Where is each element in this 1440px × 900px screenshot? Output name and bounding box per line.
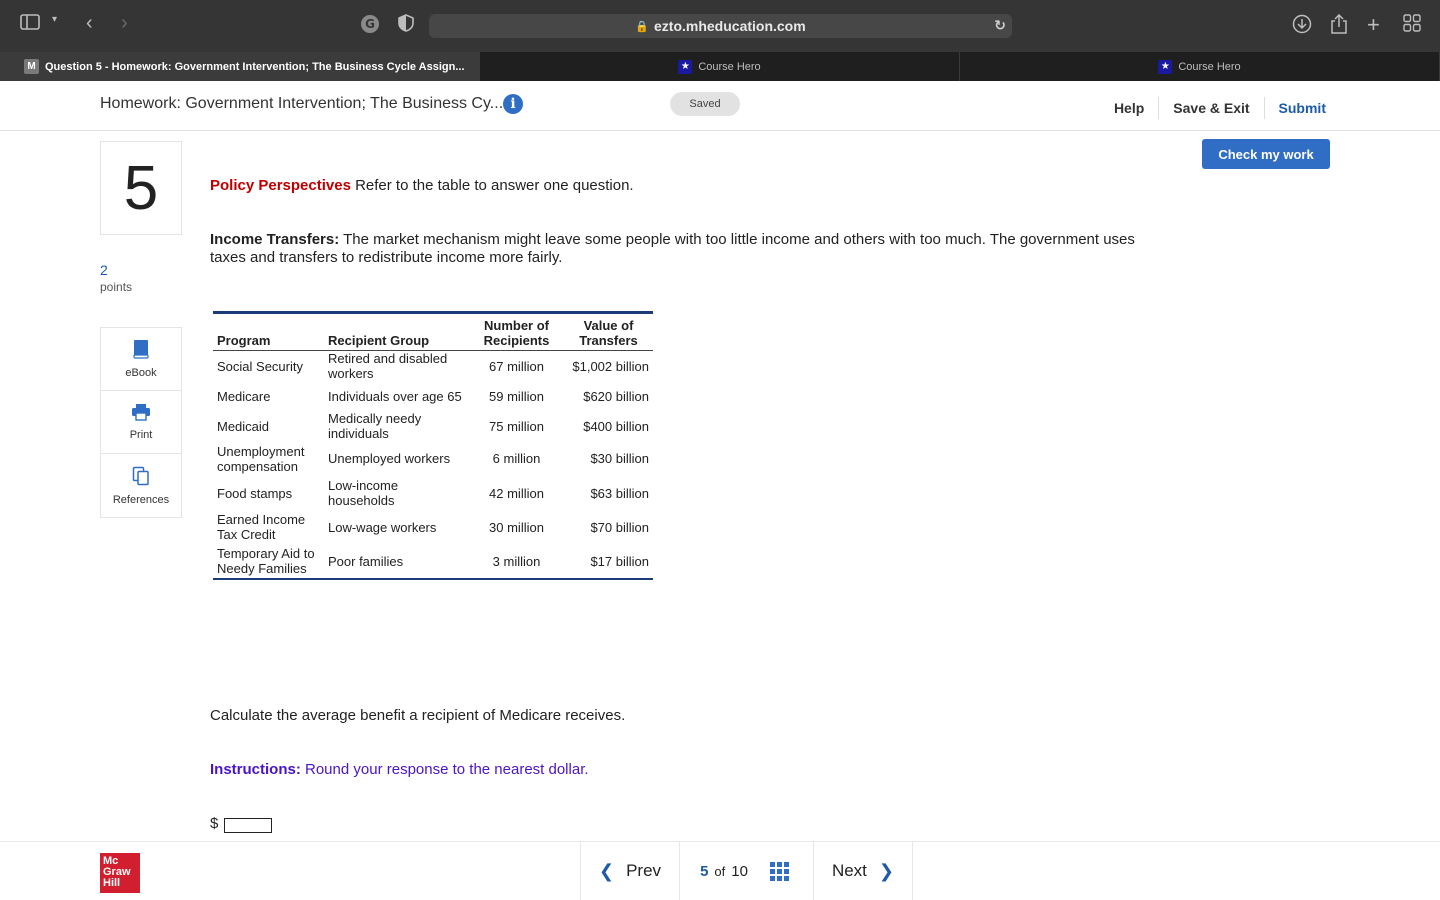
intro-heading: Income Transfers: bbox=[210, 231, 340, 248]
svg-text:G: G bbox=[365, 17, 375, 31]
table-cell: $17 billion bbox=[590, 553, 649, 569]
table-cell: Low-income households bbox=[328, 478, 399, 508]
table-row bbox=[213, 544, 653, 579]
intro-paragraph bbox=[210, 231, 1170, 267]
mcgraw-hill-logo bbox=[100, 853, 140, 893]
prompt-heading: Policy Perspectives bbox=[210, 177, 351, 194]
of-label: of bbox=[714, 863, 726, 879]
shield-icon[interactable] bbox=[398, 14, 414, 32]
table-cell: 6 million bbox=[492, 451, 541, 466]
print-label: Print bbox=[129, 429, 153, 441]
column-header: Program bbox=[213, 313, 324, 351]
table-cell: Medically needy individuals bbox=[328, 411, 422, 441]
table-row bbox=[213, 411, 653, 441]
tab-label: Question 5 - Homework: Government Intervention; The Business Cycle Assign... bbox=[45, 60, 465, 73]
assignment-header bbox=[0, 81, 1440, 131]
address-bar[interactable] bbox=[429, 14, 1012, 38]
table-cell: Poor families bbox=[328, 553, 404, 569]
lock-icon: 🔒 bbox=[635, 20, 649, 33]
income-transfers-table bbox=[213, 311, 653, 580]
saved-badge: Saved bbox=[670, 92, 740, 116]
table-cell: 67 million bbox=[489, 358, 544, 374]
print-button[interactable] bbox=[101, 391, 181, 454]
tab-question-5[interactable] bbox=[0, 52, 480, 81]
table-cell: 75 million bbox=[489, 418, 544, 434]
next-button[interactable] bbox=[814, 842, 912, 900]
table-cell: 30 million bbox=[489, 519, 544, 535]
current-question: 5 bbox=[700, 862, 709, 880]
logo-line: Graw bbox=[103, 866, 131, 878]
browser-toolbar bbox=[0, 0, 1440, 52]
table-row bbox=[213, 351, 653, 382]
new-tab-icon[interactable]: + bbox=[1367, 12, 1380, 37]
answer-input[interactable] bbox=[224, 818, 272, 833]
ebook-button[interactable] bbox=[101, 328, 181, 391]
tab-course-hero-2[interactable] bbox=[960, 52, 1440, 81]
table-cell: $400 billion bbox=[583, 418, 649, 434]
reload-icon[interactable]: ↻ bbox=[994, 17, 1006, 33]
total-questions: 10 bbox=[731, 862, 748, 880]
check-my-work-button[interactable]: Check my work bbox=[1202, 139, 1330, 169]
footer-nav bbox=[0, 841, 1440, 900]
policy-perspectives-prompt bbox=[210, 177, 634, 194]
share-icon[interactable] bbox=[1330, 14, 1348, 34]
question-pager bbox=[580, 842, 913, 900]
ebook-label: eBook bbox=[125, 367, 157, 379]
chevron-left-icon: ❮ bbox=[599, 860, 615, 881]
copy-icon bbox=[132, 466, 150, 490]
table-cell: Medicaid bbox=[217, 418, 270, 434]
table-cell: $70 billion bbox=[590, 519, 649, 535]
url-text: ezto.mheducation.com bbox=[654, 18, 806, 34]
table-cell: $30 billion bbox=[590, 451, 649, 466]
book-icon bbox=[132, 339, 150, 363]
table-cell: $63 billion bbox=[590, 485, 649, 501]
table-cell: 42 million bbox=[489, 485, 544, 501]
table-cell: Social Security bbox=[217, 358, 303, 374]
table-cell: Food stamps bbox=[217, 485, 293, 501]
prompt-text: Refer to the table to answer one question. bbox=[350, 177, 634, 194]
tab-course-hero-1[interactable] bbox=[480, 52, 960, 81]
table-cell: $1,002 billion bbox=[572, 358, 649, 374]
references-label: References bbox=[112, 493, 170, 506]
table-row bbox=[213, 441, 653, 476]
chevron-down-icon[interactable]: ▾ bbox=[52, 14, 58, 25]
table-cell: Unemployed workers bbox=[328, 451, 451, 466]
table-cell: Earned Income Tax Credit bbox=[217, 512, 306, 542]
instructions-text: Round your response to the nearest dollar. bbox=[300, 761, 589, 778]
grid-icon bbox=[770, 862, 789, 881]
course-hero-favicon-icon: ★ bbox=[1158, 60, 1172, 74]
course-hero-favicon-icon: ★ bbox=[678, 60, 692, 74]
forward-icon[interactable]: › bbox=[121, 12, 128, 34]
download-icon[interactable] bbox=[1292, 14, 1312, 34]
instructions bbox=[210, 761, 589, 778]
printer-icon bbox=[131, 403, 151, 425]
points-value: 2 bbox=[100, 262, 108, 278]
table-row bbox=[213, 476, 653, 510]
table-cell: Low-wage workers bbox=[328, 519, 437, 535]
logo-line: Hill bbox=[103, 877, 121, 889]
logo-line: Mc bbox=[103, 855, 119, 867]
table-cell: 59 million bbox=[489, 388, 544, 404]
column-header: Number of Recipients bbox=[469, 313, 564, 351]
question-number: 5 bbox=[100, 141, 182, 235]
info-icon[interactable]: i bbox=[503, 94, 523, 114]
table-cell: Retired and disabled workers bbox=[328, 351, 448, 381]
back-icon[interactable]: ‹ bbox=[86, 12, 93, 34]
grammarly-icon[interactable] bbox=[360, 14, 380, 34]
references-button[interactable] bbox=[101, 454, 181, 517]
tools-panel bbox=[100, 327, 182, 518]
table-row bbox=[213, 510, 653, 544]
prev-label: Prev bbox=[626, 861, 662, 880]
instructions-label: Instructions: bbox=[210, 761, 301, 778]
mheducation-favicon-icon: M bbox=[24, 59, 39, 74]
column-header: Value of Transfers bbox=[564, 313, 653, 351]
table-cell: $620 billion bbox=[583, 388, 649, 404]
question-text: Calculate the average benefit a recipient of Medicare receives. bbox=[210, 707, 626, 724]
tab-overview-icon[interactable] bbox=[1403, 14, 1421, 32]
help-button[interactable]: Help bbox=[1113, 100, 1145, 116]
sidebar-toggle-icon[interactable] bbox=[20, 14, 40, 30]
prev-button[interactable] bbox=[581, 842, 679, 900]
intro-text: The market mechanism might leave some people with too little income and others with too much. The government uses taxes and transfers to redistribute income more fairly. bbox=[210, 231, 1135, 266]
table-cell: Unemployment compensation bbox=[217, 443, 305, 474]
chevron-right-icon: ❯ bbox=[878, 860, 894, 881]
points-label: points bbox=[100, 280, 133, 294]
tab-label: Course Hero bbox=[1178, 60, 1241, 73]
column-header: Recipient Group bbox=[324, 313, 469, 351]
question-selector[interactable] bbox=[679, 842, 814, 900]
tab-label: Course Hero bbox=[698, 60, 761, 73]
next-label: Next bbox=[831, 861, 867, 880]
table-cell: Medicare bbox=[217, 388, 271, 404]
currency-symbol: $ bbox=[210, 815, 219, 832]
submit-button[interactable]: Submit bbox=[1278, 100, 1326, 116]
table-cell: Individuals over age 65 bbox=[328, 388, 462, 404]
table-cell: Temporary Aid to Needy Families bbox=[217, 546, 315, 576]
assignment-title: Homework: Government Intervention; The Business Cy... bbox=[100, 95, 504, 112]
save-exit-button[interactable]: Save & Exit bbox=[1173, 100, 1250, 116]
tab-bar bbox=[0, 52, 1440, 81]
table-cell: 3 million bbox=[492, 553, 541, 569]
table-row bbox=[213, 381, 653, 411]
